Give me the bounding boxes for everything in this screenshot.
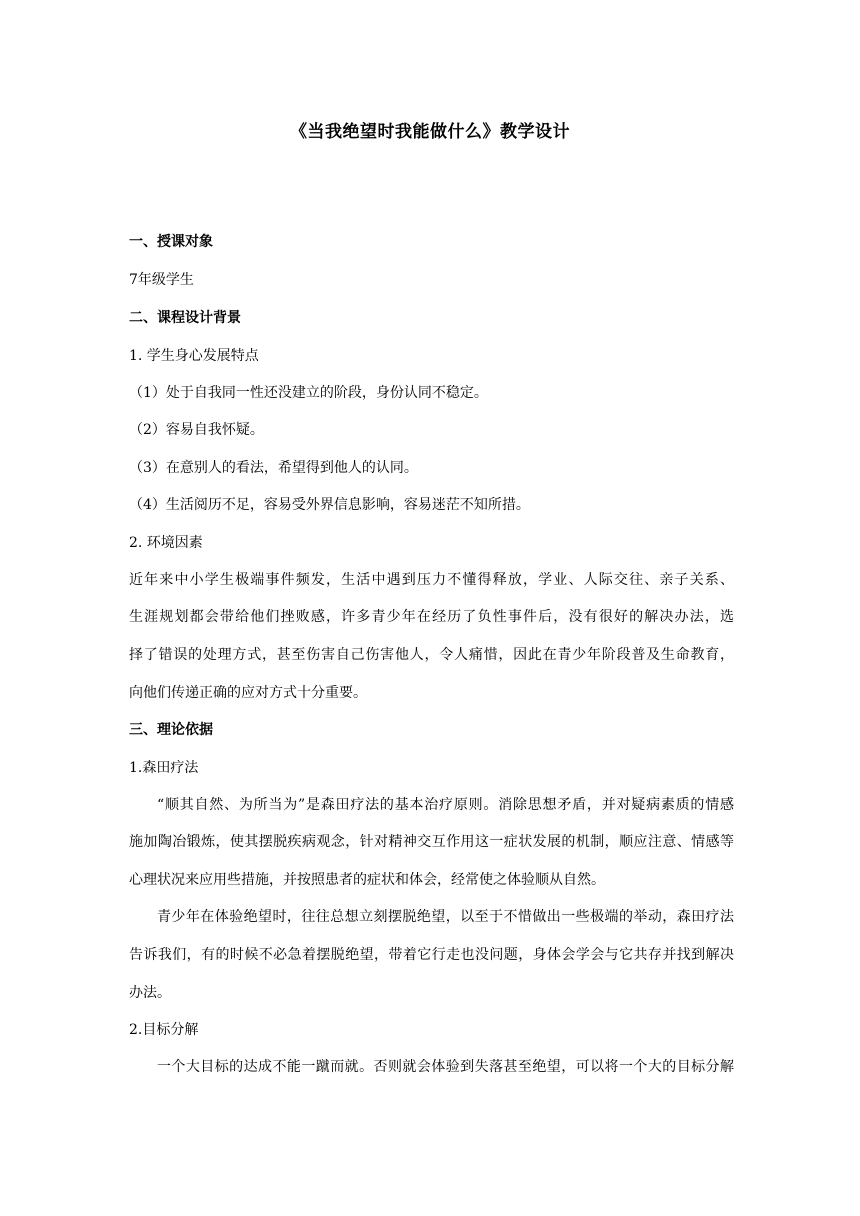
subheading-development: 1. 学生身心发展特点 [129,348,259,364]
list-item: （3）在意别人的看法，希望得到他人的认同。 [129,460,418,476]
subheading-goal: 2.目标分解 [129,1022,199,1038]
section-heading-background: 二、课程设计背景 [129,310,241,326]
paragraph-line: 一个大目标的达成不能一蹴而就。否则就会体验到失落甚至绝望，可以将一个大的目标分解 [157,1059,734,1075]
section-heading-theory: 三、理论依据 [129,722,213,738]
paragraph-line: 向他们传递正确的应对方式十分重要。 [129,685,367,701]
subheading-environment: 2. 环境因素 [129,535,203,551]
paragraph-line: 7年级学生 [129,272,194,288]
paragraph-line: 心理状况来应用些措施，并按照患者的症状和体会，经常使之体验顺从自然。 [129,872,605,888]
document-title: 《当我绝望时我能做什么》教学设计 [290,122,570,142]
subheading-morita: 1.森田疗法 [129,760,199,776]
paragraph-line: 告诉我们，有的时候不必急着摆脱绝望，带着它行走也没问题，身体会学会与它共存并找到解决 [129,947,734,963]
paragraph-line: 办法。 [129,985,171,1001]
paragraph-line: 施加陶冶锻炼，使其摆脱疾病观念，针对精神交互作用这一症状发展的机制，顺应注意、情感等 [129,834,734,850]
list-item: （1）处于自我同一性还没建立的阶段，身份认同不稳定。 [129,385,488,401]
section-heading-audience: 一、授课对象 [129,234,213,250]
list-item: （4）生活阅历不足，容易受外界信息影响，容易迷茫不知所措。 [129,497,530,513]
paragraph-line: 生涯规划都会带给他们挫败感，许多青少年在经历了负性事件后，没有很好的解决办法，选 [129,609,734,625]
paragraph-line: 择了错误的处理方式，甚至伤害自己伤害他人，令人痛惜，因此在青少年阶段普及生命教育， [129,647,734,663]
paragraph-line: 近年来中小学生极端事件频发，生活中遇到压力不懂得释放，学业、人际交往、亲子关系、 [129,572,734,588]
paragraph-line: “顺其自然、为所当为”是森田疗法的基本治疗原则。消除思想矛盾，并对疑病素质的情感 [157,797,734,813]
list-item: （2）容易自我怀疑。 [129,422,264,438]
paragraph-line: 青少年在体验绝望时，往往总想立刻摆脱绝望，以至于不惜做出一些极端的举动，森田疗法 [157,909,734,925]
